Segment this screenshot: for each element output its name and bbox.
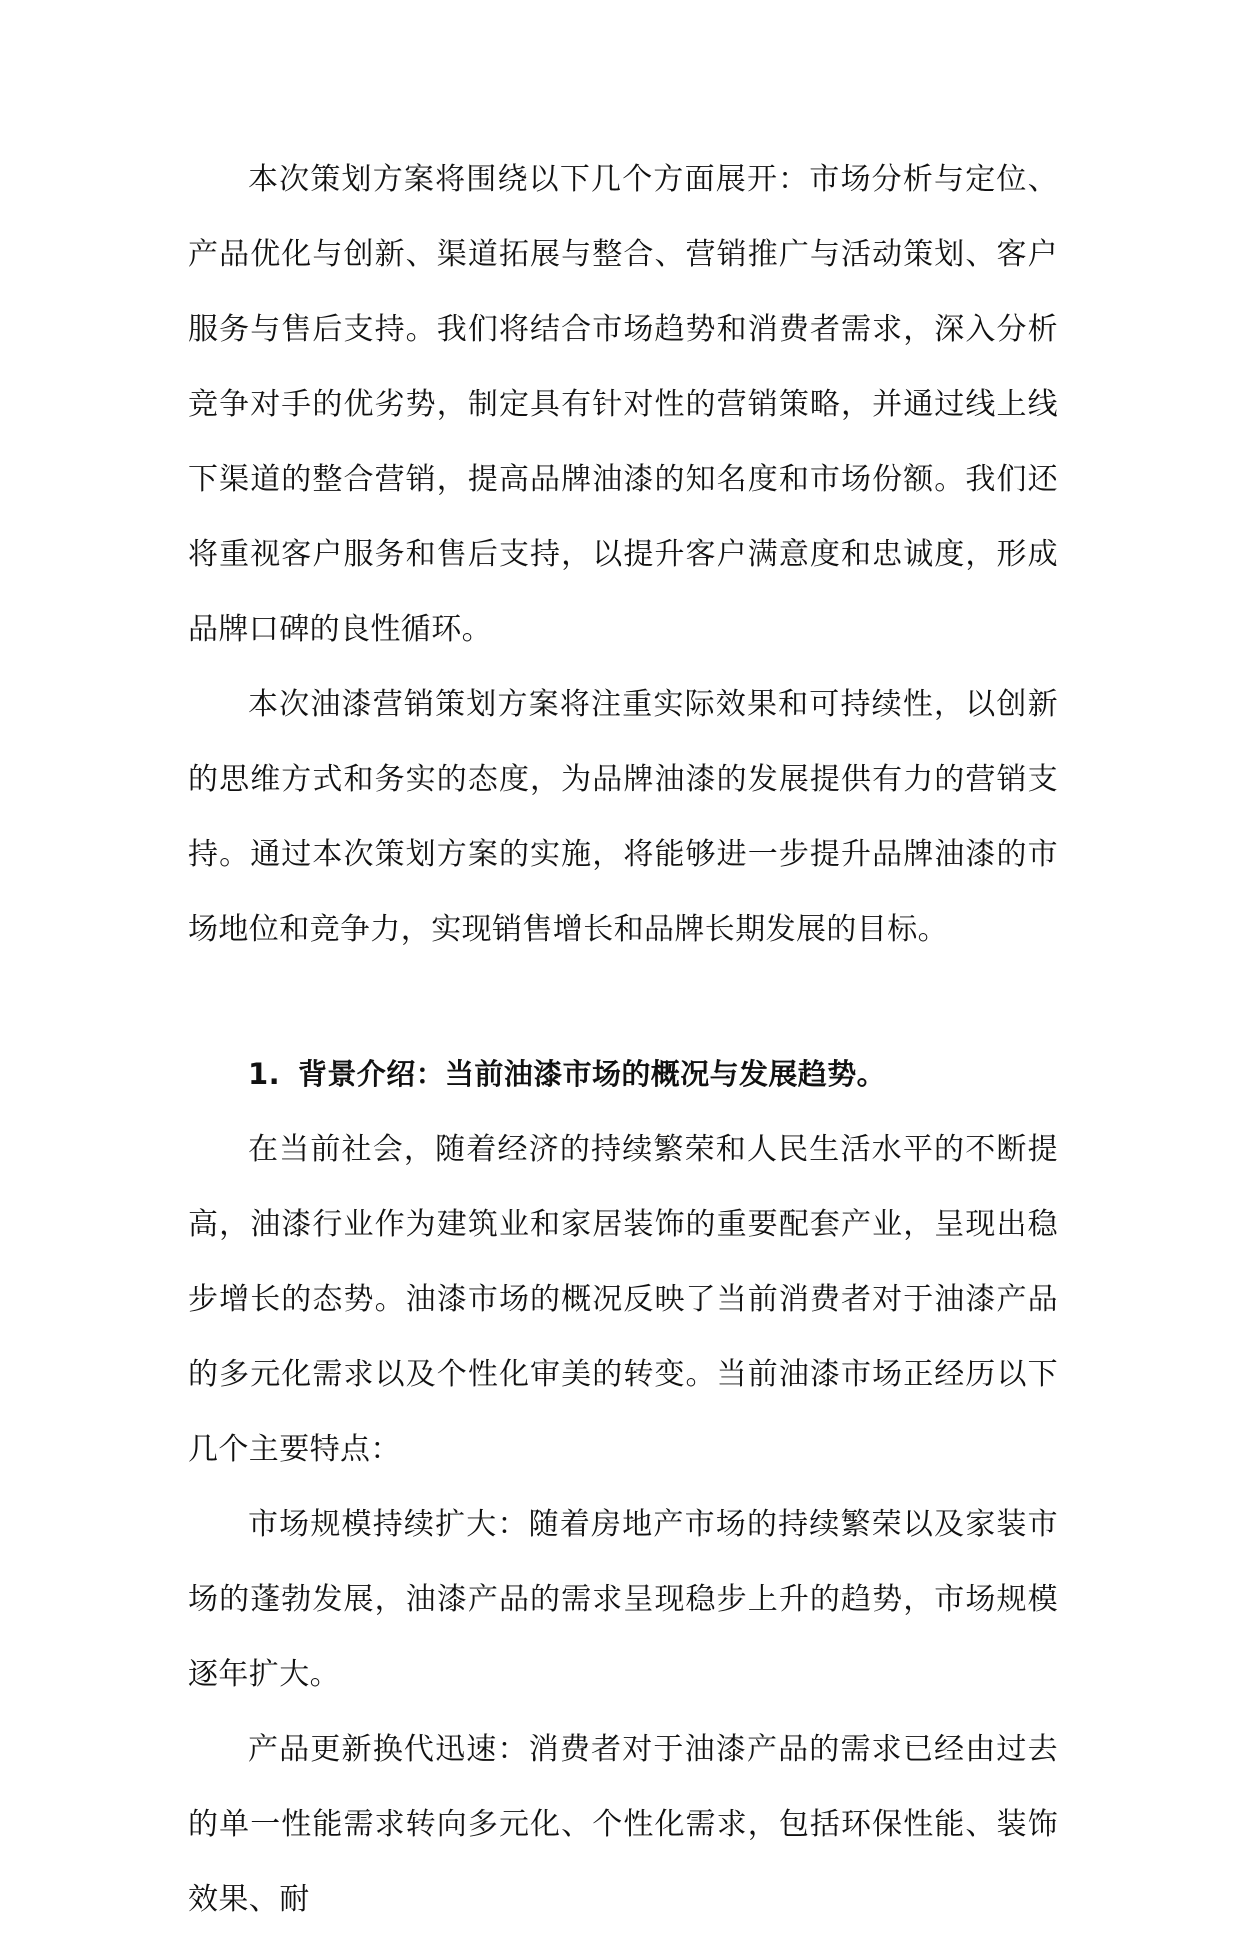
paragraph-intro-1: 本次策划方案将围绕以下几个方面展开：市场分析与定位、产品优化与创新、渠道拓展与整合、营销推广与活动策划、客户服务与售后支持。我们将结合市场趋势和消费者需求，深入分析竞争对手的优劣势，制定具有针对性的营销策略，并通过线上线下渠道的整合营销，提高品牌油漆的知名度和市场份额。我们还将重视客户服务和售后支持，以提升客户满意度和忠诚度，形成品牌口碑的良性循环。: [188, 162, 1058, 647]
section-number: 1.: [248, 1057, 280, 1091]
paragraph-section-3: 产品更新换代迅速：消费者对于油漆产品的需求已经由过去的单一性能需求转向多元化、个性化需求，包括环保性能、装饰效果、耐: [188, 1732, 1058, 1917]
paragraph-section-2: 市场规模持续扩大：随着房地产市场的持续繁荣以及家装市场的蓬勃发展，油漆产品的需求呈现稳步上升的趋势，市场规模逐年扩大。: [188, 1507, 1058, 1692]
paragraph-section-1: 在当前社会，随着经济的持续繁荣和人民生活水平的不断提高，油漆行业作为建筑业和家居装饰的重要配套产业，呈现出稳步增长的态势。油漆市场的概况反映了当前消费者对于油漆产品的多元化需求以及个性化审美的转变。当前油漆市场正经历以下几个主要特点：: [188, 1132, 1058, 1467]
section-title: 背景介绍：当前油漆市场的概况与发展趋势。: [298, 1057, 887, 1091]
paragraph-intro-2: 本次油漆营销策划方案将注重实际效果和可持续性，以创新的思维方式和务实的态度，为品牌油漆的发展提供有力的营销支持。通过本次策划方案的实施，将能够进一步提升品牌油漆的市场地位和竞争力，实现销售增长和品牌长期发展的目标。: [188, 687, 1058, 947]
section-heading: [188, 1037, 1058, 1112]
document-body: [188, 142, 1058, 1937]
